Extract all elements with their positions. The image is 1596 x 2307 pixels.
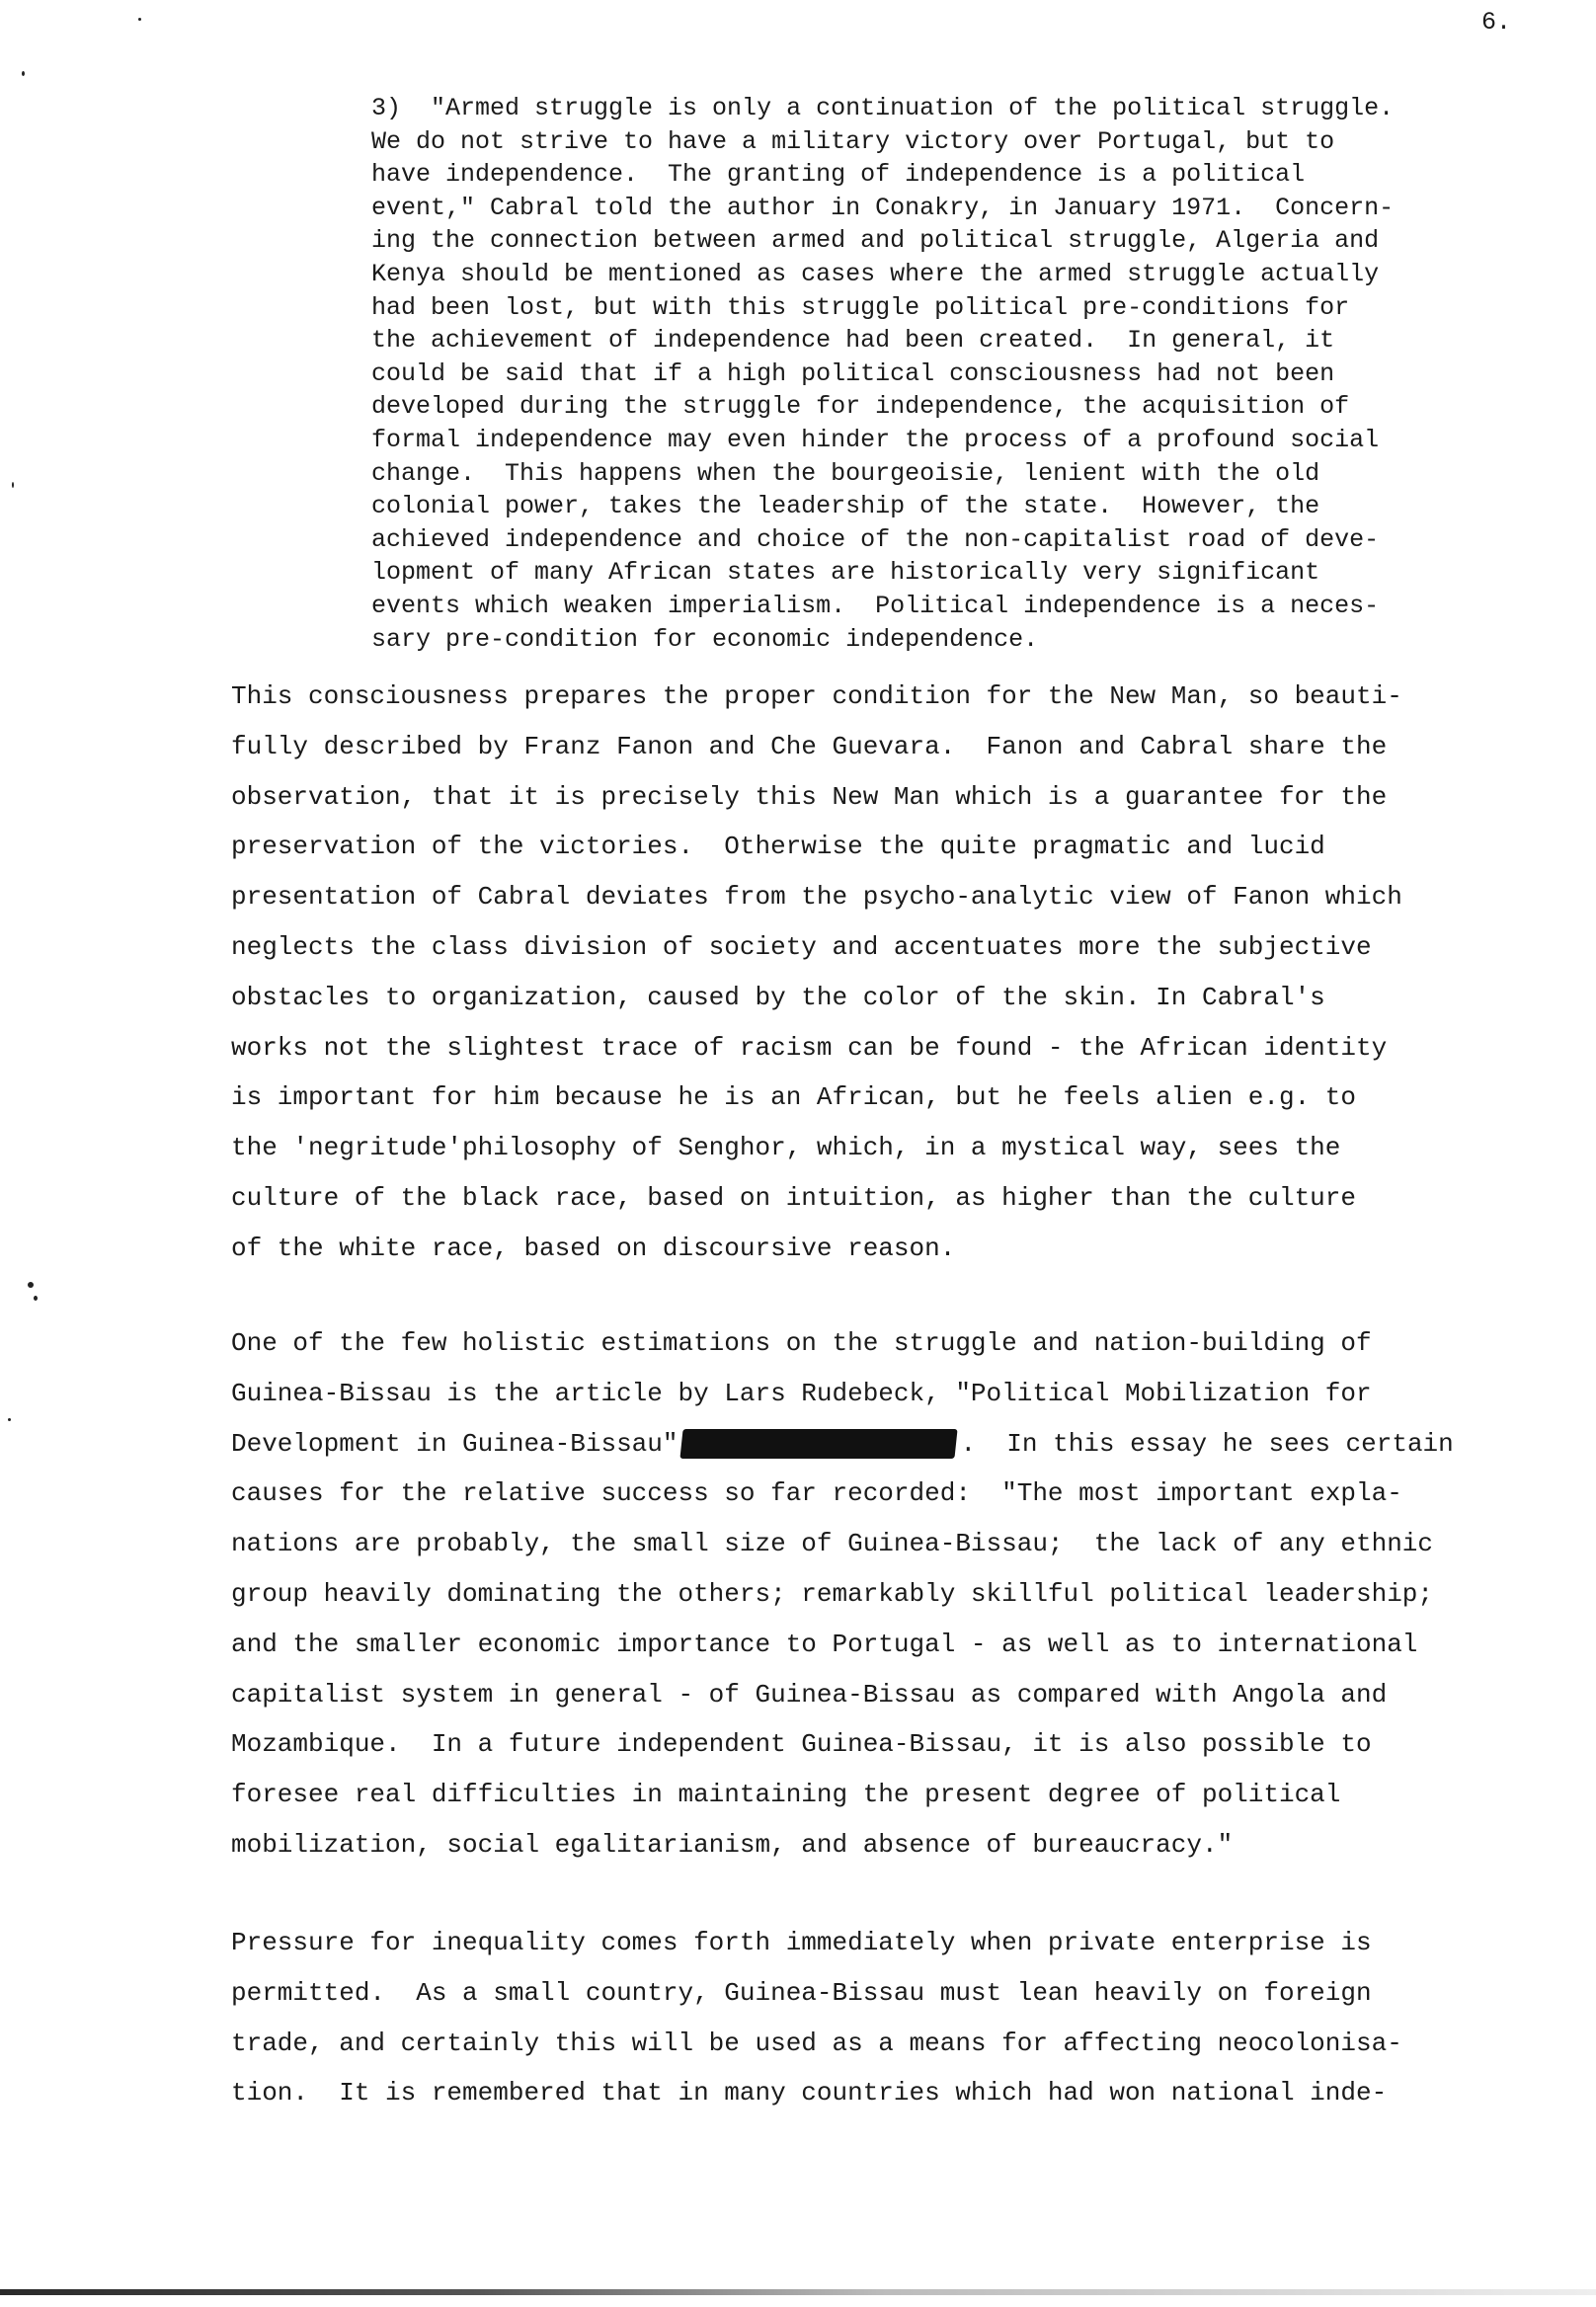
- scan-speck: [22, 71, 25, 76]
- scan-speck: [138, 18, 141, 21]
- paragraph-line: group heavily dominating the others; remarkably skillful political leadership;: [231, 1578, 1433, 1609]
- page-number: 6.: [1481, 8, 1512, 37]
- paragraph-line: and the smaller economic importance to Portugal - as well as to international: [231, 1629, 1418, 1659]
- footnote-line: We do not strive to have a military victory over Portugal, but to: [371, 126, 1335, 156]
- paragraph-line: the 'negritude'philosophy of Senghor, which, in a mystical way, sees the: [231, 1133, 1341, 1163]
- footnote-line: 3) "Armed struggle is only a continuation of the political struggle.: [371, 94, 1395, 122]
- footnote-line: developed during the struggle for independence, the acquisition of: [371, 392, 1350, 422]
- paragraph-new-man: [231, 672, 1589, 1274]
- paragraph-line: fully described by Franz Fanon and Che Guevara. Fanon and Cabral share the: [231, 731, 1388, 761]
- paragraph-rudebeck: [231, 1318, 1589, 1870]
- footnote-line: event," Cabral told the author in Conakry, in January 1971. Concern-: [371, 193, 1395, 222]
- paragraph-line: observation, that it is precisely this New Man which is a guarantee for the: [231, 781, 1388, 812]
- paragraph-line: Guinea-Bissau is the article by Lars Rudebeck, "Political Mobilization for: [231, 1378, 1372, 1408]
- paragraph-line: causes for the relative success so far recorded: "The most important expla-: [231, 1478, 1402, 1509]
- paragraph-line: neglects the class division of society and accentuates more the subjective: [231, 931, 1372, 962]
- paragraph-line: One of the few holistic estimations on the struggle and nation-building of: [231, 1328, 1372, 1358]
- footnote-line: could be said that if a high political consciousness had not been: [371, 358, 1335, 388]
- paragraph-line: of the white race, based on discoursive reason.: [231, 1233, 956, 1263]
- redaction-mark: [680, 1429, 958, 1459]
- footnote-line: ing the connection between armed and political struggle, Algeria and: [371, 226, 1380, 256]
- footnote-line: have independence. The granting of independence is a political: [371, 160, 1306, 190]
- footnote-line: change. This happens when the bourgeoisie, lenient with the old: [371, 458, 1320, 488]
- scan-bottom-edge: [0, 2289, 1596, 2295]
- scan-speck: [34, 1296, 38, 1301]
- paragraph-line: obstacles to organization, caused by the color of the skin. In Cabral's: [231, 982, 1325, 1012]
- paragraph-line: works not the slightest trace of racism can be found - the African identity: [231, 1032, 1388, 1063]
- footnote-line: achieved independence and choice of the non-capitalist road of deve-: [371, 524, 1380, 554]
- paragraph-line: trade, and certainly this will be used as a means for affecting neocolonisa-: [231, 2028, 1402, 2058]
- paragraph-line: is important for him because he is an African, but he feels alien e.g. to: [231, 1082, 1356, 1113]
- paragraph-line: Pressure for inequality comes forth immediately when private enterprise is: [231, 1928, 1372, 1957]
- footnote-line: Kenya should be mentioned as cases where the armed struggle actually: [371, 259, 1380, 288]
- footnote-line: the achievement of independence had been created. In general, it: [371, 326, 1335, 356]
- footnote-line: had been lost, but with this struggle political pre-conditions for: [371, 292, 1350, 322]
- paragraph-inequality: [231, 1918, 1589, 2118]
- paragraph-line: Mozambique. In a future independent Guinea-Bissau, it is also possible to: [231, 1729, 1372, 1760]
- footnote-line: formal independence may even hinder the process of a profound social: [371, 425, 1380, 454]
- paragraph-line: foresee real difficulties in maintaining the present degree of political: [231, 1780, 1341, 1810]
- paragraph-line-with-redaction: [231, 1419, 1589, 1470]
- scan-speck: [8, 1418, 11, 1421]
- paragraph-line: culture of the black race, based on intuition, as higher than the culture: [231, 1182, 1356, 1213]
- footnote-line: events which weaken imperialism. Political independence is a neces-: [371, 591, 1380, 620]
- footnote-line: sary pre-condition for economic independence.: [371, 624, 1039, 654]
- paragraph-line: This consciousness prepares the proper condition for the New Man, so beauti-: [231, 681, 1402, 711]
- paragraph-line: mobilization, social egalitarianism, and absence of bureaucracy.": [231, 1829, 1234, 1860]
- paragraph-line: presentation of Cabral deviates from the psycho-analytic view of Fanon which: [231, 882, 1402, 913]
- paragraph-line: preservation of the victories. Otherwise the quite pragmatic and lucid: [231, 832, 1325, 862]
- footnote-line: colonial power, takes the leadership of the state. However, the: [371, 492, 1320, 521]
- paragraph-line: capitalist system in general - of Guinea-Bissau as compared with Angola and: [231, 1679, 1388, 1710]
- scan-speck: [28, 1282, 34, 1288]
- scan-speck: [12, 482, 14, 488]
- paragraph-line: permitted. As a small country, Guinea-Bissau must lean heavily on foreign: [231, 1977, 1372, 2008]
- citation-continuation: . In this essay he sees certain: [960, 1428, 1454, 1459]
- footnote-line: lopment of many African states are historically very significant: [371, 558, 1320, 588]
- footnote-3: [371, 92, 1586, 656]
- paragraph-line: tion. It is remembered that in many countries which had won national inde-: [231, 2078, 1388, 2108]
- citation-title-end: Development in Guinea-Bissau": [231, 1428, 678, 1459]
- paragraph-line: nations are probably, the small size of Guinea-Bissau; the lack of any ethnic: [231, 1529, 1433, 1559]
